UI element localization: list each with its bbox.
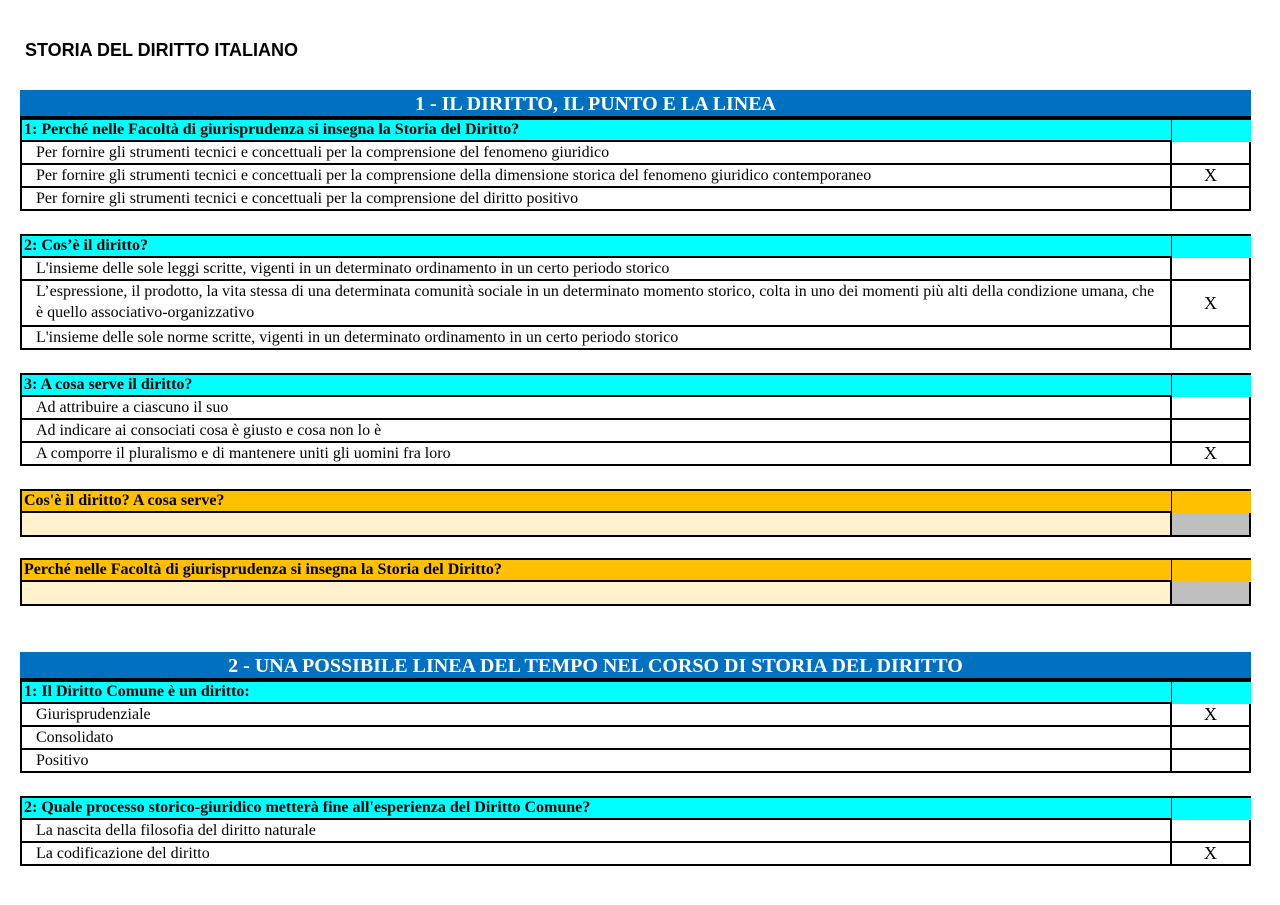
answer-mark-cell[interactable] xyxy=(1172,397,1251,420)
section-2-header-block xyxy=(20,652,1251,680)
question-title: 1: Perché nelle Facoltà di giurisprudenza si insegna la Storia del Diritto? xyxy=(20,118,1172,142)
answer-option-text: Giurisprudenziale xyxy=(20,704,1172,727)
answer-mark-cell[interactable] xyxy=(1172,420,1251,443)
open-question-title: Perché nelle Facoltà di giurisprudenza si insegna la Storia del Diritto? xyxy=(20,558,1172,582)
question-title: 3: A cosa serve il diritto? xyxy=(20,373,1172,397)
answer-option-text: L'insieme delle sole norme scritte, vigenti in un determinato ordinamento in un certo periodo storico xyxy=(20,327,1172,350)
answer-option-text: Ad indicare ai consociati cosa è giusto e cosa non lo è xyxy=(20,420,1172,443)
document-title: STORIA DEL DIRITTO ITALIANO xyxy=(25,40,299,60)
open-answer-side-cell xyxy=(1172,513,1251,537)
section-header: 1 - IL DIRITTO, IL PUNTO E LA LINEA xyxy=(20,90,1251,118)
answer-mark-cell[interactable] xyxy=(1172,820,1251,843)
question-title: 2: Quale processo storico-giuridico metterà fine all'esperienza del Diritto Comune? xyxy=(20,796,1172,820)
answer-option-text: Per fornire gli strumenti tecnici e concettuali per la comprensione del diritto positivo xyxy=(20,188,1172,211)
open-answer-side-cell xyxy=(1172,582,1251,606)
answer-option-text: Per fornire gli strumenti tecnici e concettuali per la comprensione del fenomeno giuridico xyxy=(20,142,1172,165)
question-block xyxy=(20,373,1251,466)
answer-mark-cell[interactable]: X xyxy=(1172,704,1251,727)
open-answer-field[interactable] xyxy=(20,513,1172,537)
section-header: 2 - UNA POSSIBILE LINEA DEL TEMPO NEL CORSO DI STORIA DEL DIRITTO xyxy=(20,652,1251,680)
answer-option-text: Consolidato xyxy=(20,727,1172,750)
question-title: 2: Cos’è il diritto? xyxy=(20,234,1172,258)
answer-mark-cell[interactable] xyxy=(1172,142,1251,165)
answer-mark-cell[interactable]: X xyxy=(1172,843,1251,866)
question-block xyxy=(20,680,1251,773)
answer-option-text: A comporre il pluralismo e di mantenere uniti gli uomini fra loro xyxy=(20,443,1172,466)
answer-option-text: Ad attribuire a ciascuno il suo xyxy=(20,397,1172,420)
answer-option-text: L’espressione, il prodotto, la vita stessa di una determinata comunità sociale in un determinato momento storico, colta in uno dei momenti più alti della condizione umana, che è quello associativo-organizzativo xyxy=(20,281,1172,327)
answer-mark-cell[interactable]: X xyxy=(1172,165,1251,188)
question-block xyxy=(20,234,1251,350)
answer-mark-cell[interactable]: X xyxy=(1172,443,1251,466)
answer-option-text: La nascita della filosofia del diritto naturale xyxy=(20,820,1172,843)
question-header-mark-cell xyxy=(1172,373,1251,397)
answer-mark-cell[interactable] xyxy=(1172,727,1251,750)
open-question-header-cell xyxy=(1172,489,1251,513)
open-question-header-cell xyxy=(1172,558,1251,582)
answer-mark-cell[interactable] xyxy=(1172,258,1251,281)
question-title: 1: Il Diritto Comune è un diritto: xyxy=(20,680,1172,704)
question-block xyxy=(20,118,1251,211)
section-1-header-block xyxy=(20,90,1251,118)
question-header-mark-cell xyxy=(1172,796,1251,820)
answer-mark-cell[interactable] xyxy=(1172,327,1251,350)
answer-mark-cell[interactable] xyxy=(1172,188,1251,211)
open-answer-field[interactable] xyxy=(20,582,1172,606)
question-header-mark-cell xyxy=(1172,680,1251,704)
answer-mark-cell[interactable] xyxy=(1172,750,1251,773)
open-question-block xyxy=(20,558,1251,606)
answer-option-text: Per fornire gli strumenti tecnici e concettuali per la comprensione della dimensione storica del fenomeno giuridico contemporaneo xyxy=(20,165,1172,188)
answer-option-text: La codificazione del diritto xyxy=(20,843,1172,866)
question-header-mark-cell xyxy=(1172,118,1251,142)
open-question-block xyxy=(20,489,1251,537)
answer-mark-cell[interactable]: X xyxy=(1172,281,1251,327)
open-question-title: Cos'è il diritto? A cosa serve? xyxy=(20,489,1172,513)
question-block xyxy=(20,796,1251,866)
answer-option-text: L'insieme delle sole leggi scritte, vigenti in un determinato ordinamento in un certo periodo storico xyxy=(20,258,1172,281)
answer-option-text: Positivo xyxy=(20,750,1172,773)
question-header-mark-cell xyxy=(1172,234,1251,258)
